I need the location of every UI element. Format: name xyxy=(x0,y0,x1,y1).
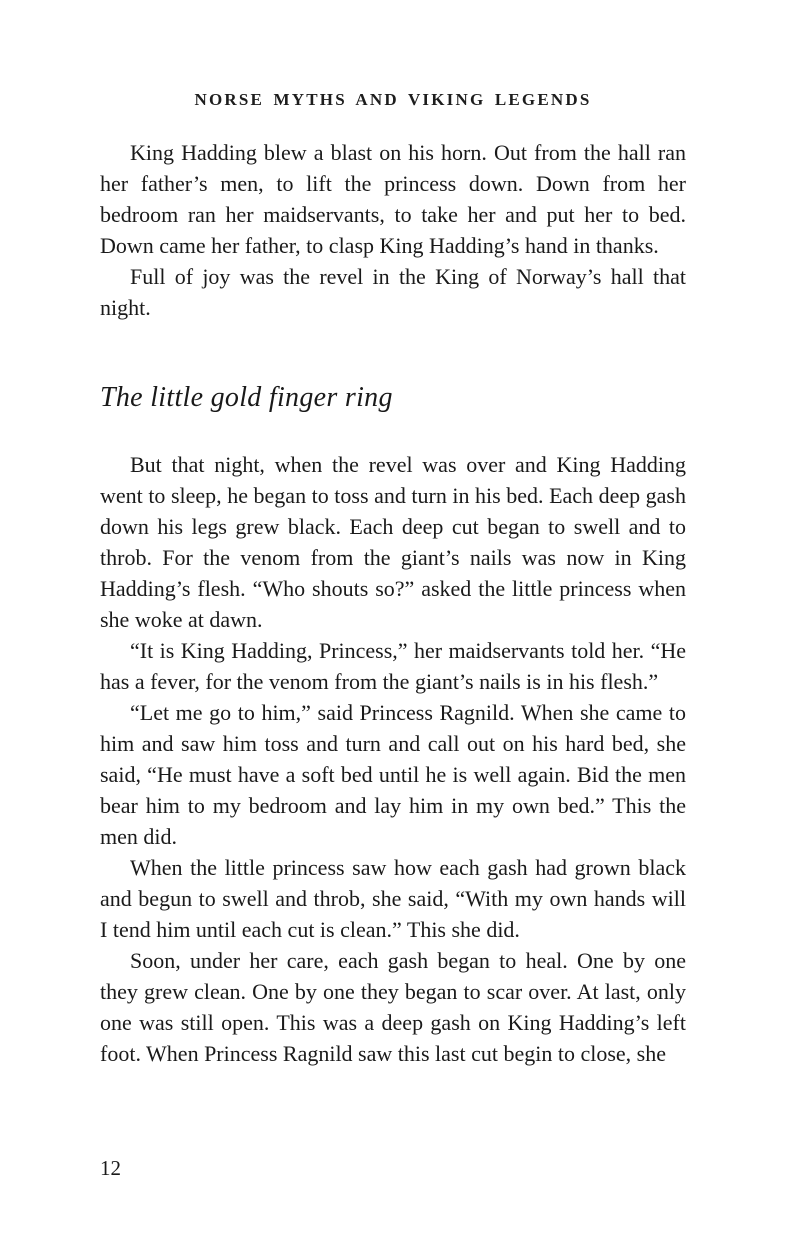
body-paragraph: Full of joy was the revel in the King of Norway’s hall that night. xyxy=(100,264,686,320)
page-number: 12 xyxy=(100,1156,121,1180)
body-paragraph: When the little princess saw how each gash had grown black and begun to swell and throb, she said, “With my own hands will I tend him until each cut is clean.” This she did. xyxy=(100,855,686,942)
body-paragraph: King Hadding blew a blast on his horn. Out from the hall ran her father’s men, to lift the princess down. Down from her bedroom ran her maidservants, to take her and put her to bed. Down came her father, to clasp King Hadding’s hand in thanks. xyxy=(100,140,686,258)
section-heading: The little gold finger ring xyxy=(100,382,393,413)
running-header: NORSE MYTHS AND VIKING LEGENDS xyxy=(194,90,592,109)
body-paragraph: “Let me go to him,” said Princess Ragnild. When she came to him and saw him toss and turn and call out on his hard bed, she said, “He must have a soft bed until he is well again. Bid the men bear him to my bedroom and lay him in my own bed.” This the men did. xyxy=(100,700,686,849)
body-paragraph: But that night, when the revel was over and King Hadding went to sleep, he began to toss and turn in his bed. Each deep gash down his legs grew black. Each deep cut began to swell and to throb. For the venom from the giant’s nails was now in King Hadding’s flesh. “Who shouts so?” asked the little princess when she woke at dawn. xyxy=(100,452,686,632)
text-block xyxy=(100,137,686,1069)
body-paragraph: Soon, under her care, each gash began to heal. One by one they grew clean. One by one they began to scar over. At last, only one was still open. This was a deep gash on King Hadding’s left foot. When Princess Ragnild saw this last cut begin to close, she xyxy=(100,948,686,1066)
body-paragraph: “It is King Hadding, Princess,” her maidservants told her. “He has a fever, for the venom from the giant’s nails is in his flesh.” xyxy=(100,638,686,694)
